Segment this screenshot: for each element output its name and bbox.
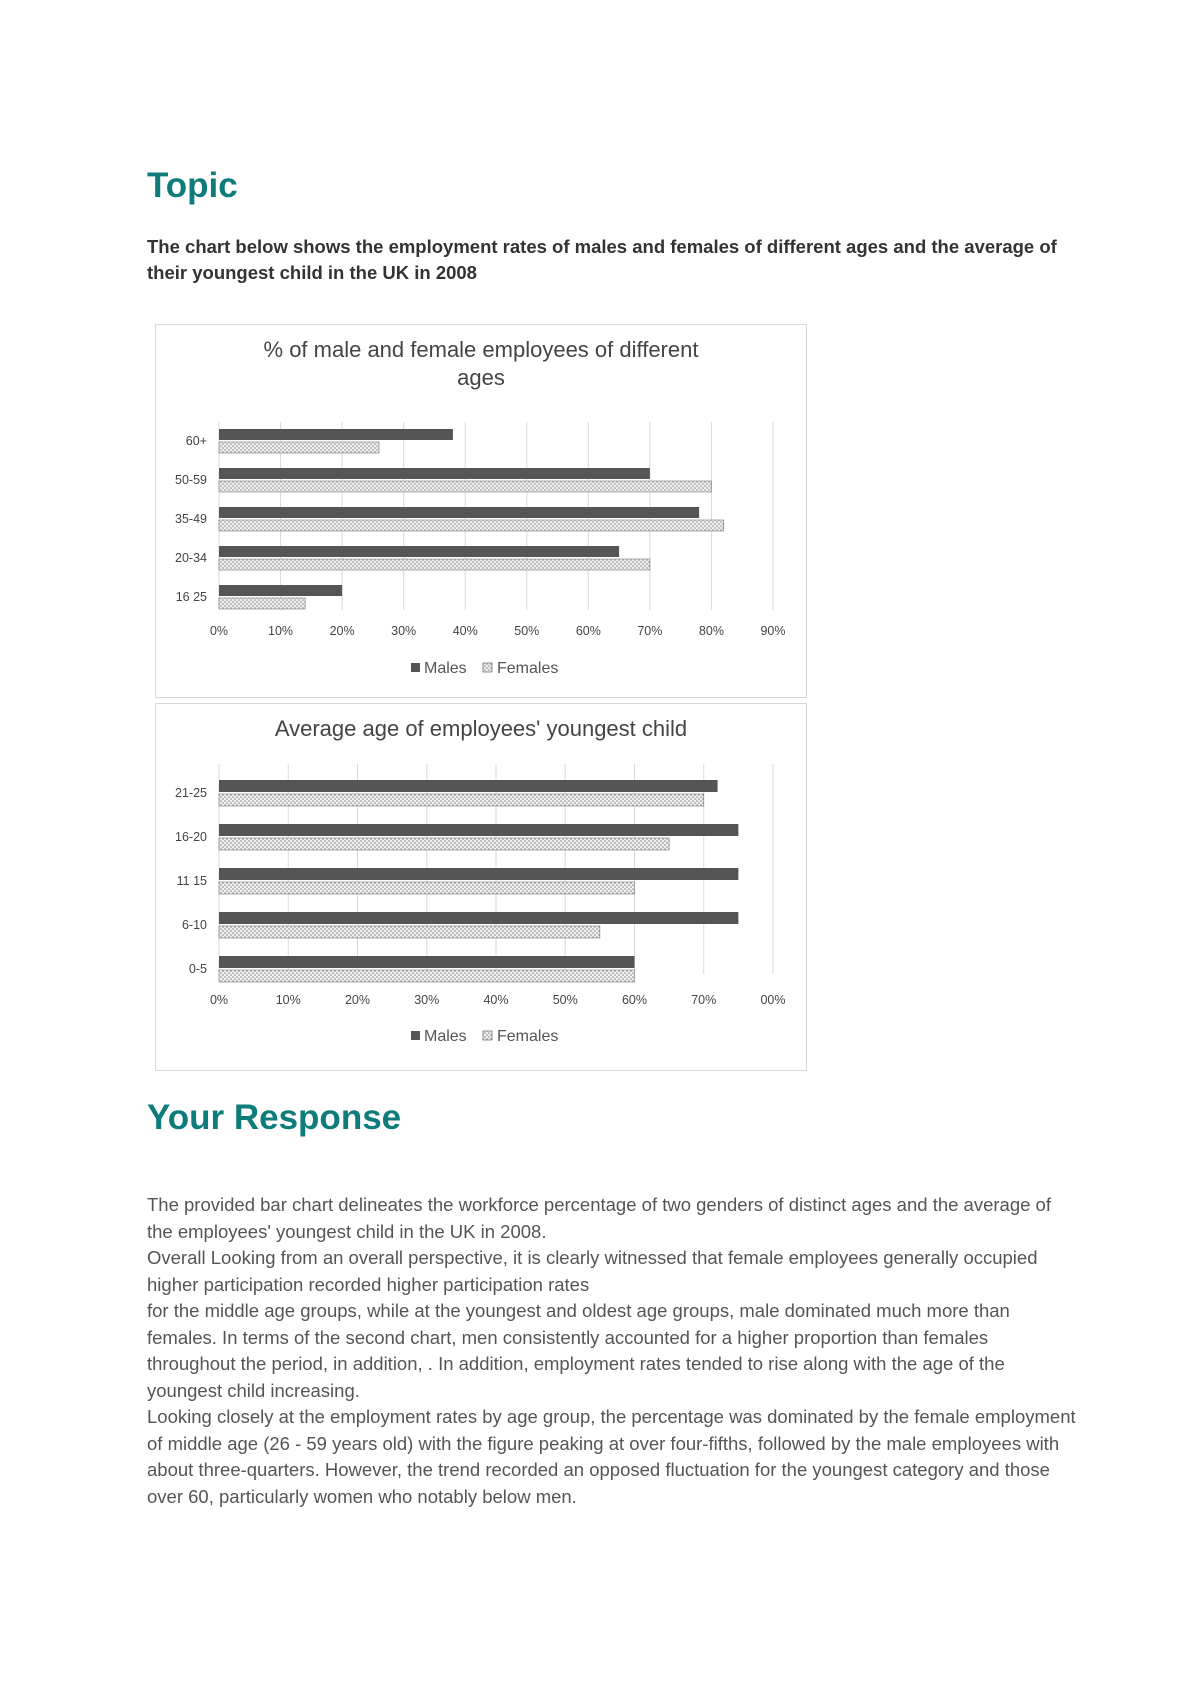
x-tick-label: 10%	[275, 993, 301, 1007]
legend-swatch-females	[483, 1031, 492, 1040]
x-tick-label: 50%	[514, 624, 540, 638]
x-tick-label: 30%	[391, 624, 417, 638]
bar-females-11-15	[219, 882, 635, 894]
bar-females-16-25	[219, 598, 305, 609]
youngest-child-age-chart	[155, 703, 807, 1071]
bar-females-21-25	[219, 794, 704, 806]
x-tick-label: 20%	[344, 993, 371, 1007]
x-tick-label: 00%	[760, 993, 786, 1007]
chart-svg	[156, 704, 806, 1070]
x-tick-label: 0%	[209, 993, 229, 1007]
bar-females-20-34	[219, 559, 650, 570]
legend-label-females: Females	[497, 660, 559, 677]
bar-males-21-25	[219, 780, 718, 792]
x-tick-label: 10%	[268, 624, 294, 638]
x-tick-label: 20%	[329, 624, 355, 638]
legend-label-males: Males	[424, 1028, 467, 1045]
chart-svg	[156, 325, 806, 697]
category-label: 50-59	[175, 473, 207, 487]
bar-males-60+	[219, 429, 453, 440]
response-body	[147, 1192, 1077, 1510]
bar-males-16-25	[219, 585, 342, 596]
legend-label-females: Females	[497, 1028, 559, 1045]
bar-males-35-49	[219, 507, 699, 518]
x-tick-label: 60%	[621, 993, 648, 1007]
x-tick-label: 0%	[209, 624, 229, 638]
topic-heading: Topic	[147, 166, 238, 205]
chart-title: Average age of employees' youngest child	[274, 716, 688, 741]
bar-males-20-34	[219, 546, 619, 557]
response-paragraph: The provided bar chart delineates the workforce percentage of two genders of distinct ages and the average of the employees' youngest child in the UK in 2008.	[147, 1194, 1051, 1242]
category-label: 6-10	[181, 918, 207, 932]
bar-males-16-20	[219, 824, 738, 836]
x-tick-label: 40%	[452, 624, 478, 638]
category-label: 16-20	[175, 830, 207, 844]
bar-females-0-5	[219, 970, 635, 982]
legend-swatch-males	[411, 1031, 420, 1040]
bar-females-60+	[219, 442, 379, 453]
category-label: 11 15	[176, 874, 207, 888]
legend-swatch-females	[483, 663, 492, 672]
x-tick-label: 80%	[698, 624, 724, 638]
x-tick-label: 50%	[552, 993, 578, 1007]
x-tick-label: 70%	[691, 993, 717, 1007]
category-label: 21-25	[175, 786, 207, 800]
bar-males-6-10	[219, 912, 738, 924]
category-label: 16 25	[175, 590, 207, 604]
category-label: 35-49	[175, 512, 207, 526]
chart-title: % of male and female employees of different	[263, 337, 699, 362]
bar-females-6-10	[219, 926, 600, 938]
x-tick-label: 30%	[414, 993, 440, 1007]
bar-males-50-59	[219, 468, 650, 479]
x-tick-label: 40%	[483, 993, 509, 1007]
legend-swatch-males	[411, 663, 420, 672]
response-paragraph: Overall Looking from an overall perspective, it is clearly witnessed that female employees generally occupied higher participation recorded higher participation rates	[147, 1247, 1038, 1295]
bar-females-16-20	[219, 838, 669, 850]
response-paragraph: Looking closely at the employment rates by age group, the percentage was dominated by the female employment of middle age (26 - 59 years old) with the figure peaking at over four-fifths, followed by the male employees with about three-quarters. However, the trend recorded an opposed fluctuation for the youngest category and those over 60, particularly women who notably below men.	[147, 1406, 1076, 1507]
response-paragraph: for the middle age groups, while at the youngest and oldest age groups, male dominated much more than females. In terms of the second chart, men consistently accounted for a higher proportion than females throughout the period, in addition, . In addition, employment rates tended to rise along with the age of the youngest child increasing.	[147, 1300, 1010, 1401]
response-heading: Your Response	[147, 1098, 402, 1137]
bar-males-11-15	[219, 868, 738, 880]
category-label: 60+	[185, 434, 207, 448]
category-label: 0-5	[188, 962, 207, 976]
x-tick-label: 60%	[575, 624, 601, 638]
bar-females-50-59	[219, 481, 711, 492]
employment-by-age-chart	[155, 324, 807, 698]
bar-males-0-5	[219, 956, 635, 968]
topic-prompt: The chart below shows the employment rates of males and females of different ages and the average of their youngest child in the UK in 2008	[147, 236, 1057, 283]
category-label: 20-34	[175, 551, 207, 565]
bar-females-35-49	[219, 520, 724, 531]
legend-label-males: Males	[424, 660, 467, 677]
chart-title: ages	[457, 365, 505, 390]
x-tick-label: 70%	[637, 624, 663, 638]
x-tick-label: 90%	[760, 624, 786, 638]
